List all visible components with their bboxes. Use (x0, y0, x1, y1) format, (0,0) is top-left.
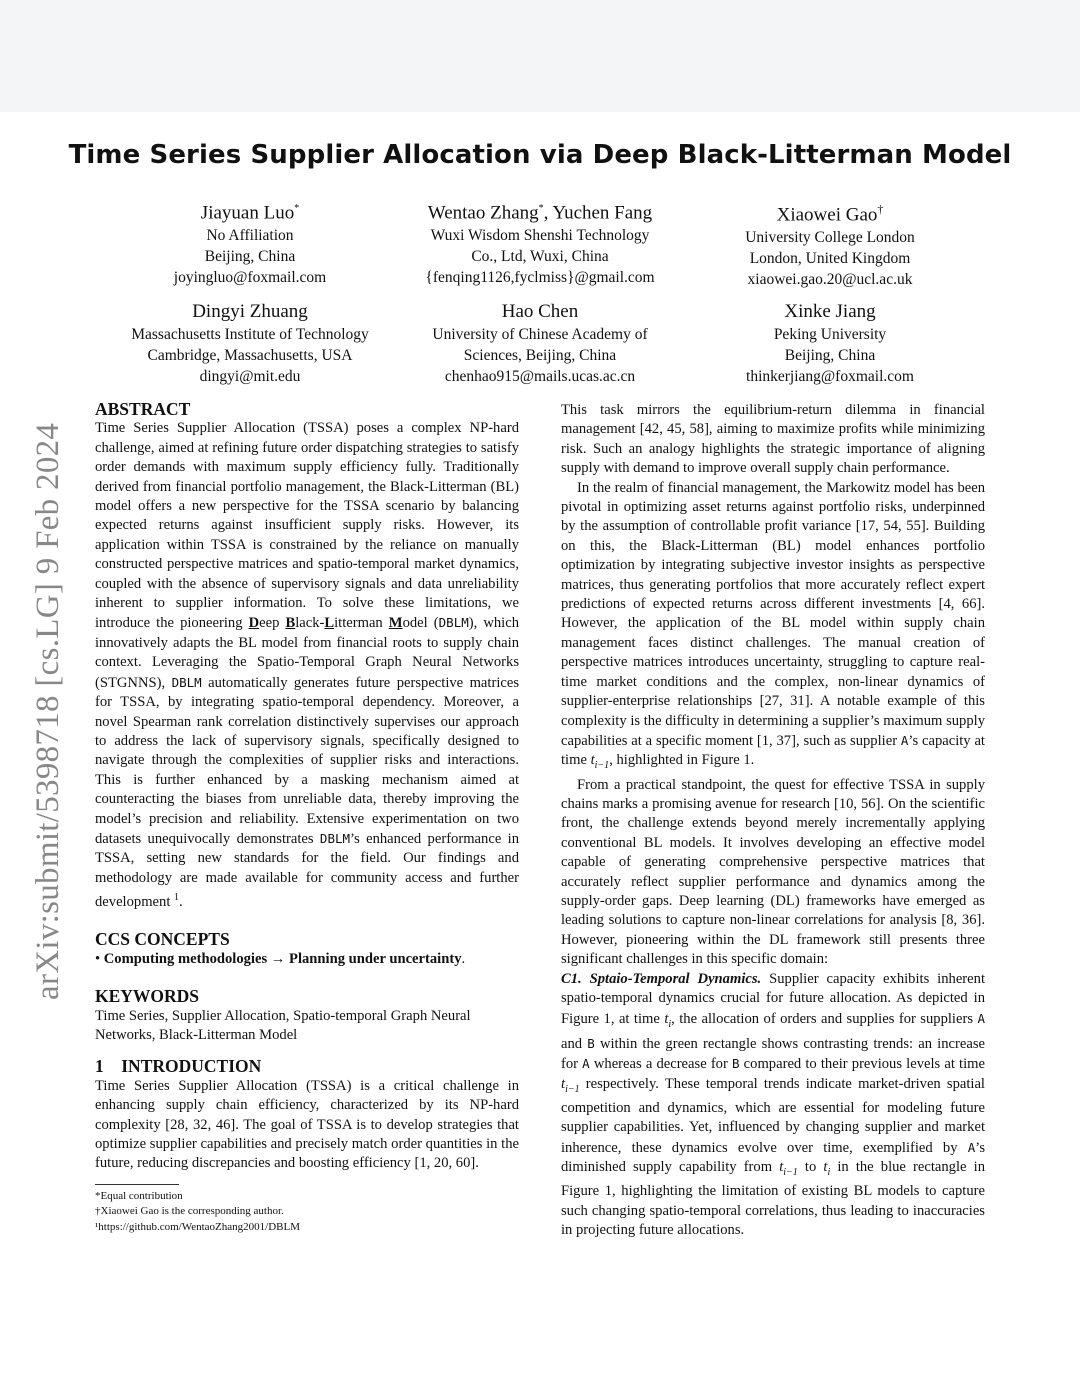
author-affiliation: Wuxi Wisdom Shenshi Technology (430, 227, 650, 245)
acronym-letter: D (248, 615, 260, 632)
author-name: Dingyi Zhuang (192, 301, 308, 322)
footnote: *Equal contribution (95, 1189, 183, 1202)
footnote-link[interactable]: ¹https://github.com/WentaoZhang2001/DBLM (95, 1220, 300, 1233)
author-affiliation: University College London (745, 229, 915, 247)
bullet: • (95, 950, 101, 967)
abstract-text-part: automatically generates future perspective matrices for TSSA, by integrating spatio-temporal dependency. Moreover, a novel Spearman rank correlation distinctively supervises our approach to address the lack of supervisory signals, specifically designed to navigate through the complexities of supplier risks and interactions. This is further enhanced by a masking mechanism aimed at counteracting the biases from unreliable data, thereby improving the model’s precision and reliability. Extensive experimentation on two datasets unequivocally demonstrates (95, 674, 520, 847)
author-location: London, United Kingdom (749, 250, 911, 268)
paragraph-part: respectively. These temporal trends indicate market-driven spatial competition and dynamics, which are essential for modeling future supplier capabilities. Yet, influenced by changing supplier and market inherence, these dynamics evolve over time, exemplified by (561, 1075, 985, 1156)
author-affiliation: No Affiliation (206, 227, 294, 245)
challenge-label: C1. Sptaio-Temporal Dynamics. (561, 970, 762, 987)
paragraph-part: and (561, 1035, 588, 1052)
supplier-label: B (732, 1056, 740, 1072)
paragraph-part: to (797, 1159, 824, 1176)
abstract-text-part: . (179, 894, 183, 911)
author-email: joyingluo@foxmail.com (173, 269, 327, 287)
supplier-label: A (582, 1056, 590, 1072)
author-block (85, 197, 415, 288)
author-email: chenhao915@mails.ucas.ac.cn (444, 368, 636, 385)
left-column (95, 400, 519, 1235)
paragraph-part: whereas a decrease for (589, 1056, 732, 1073)
author-mark: * (538, 203, 544, 214)
paper-title: Time Series Supplier Allocation via Deep Black-Litterman Model (68, 140, 1012, 170)
author-location: Cambridge, Massachusetts, USA (147, 347, 353, 364)
math-sub: i (827, 1167, 831, 1179)
model-name: DBLM (438, 615, 469, 631)
paragraph-part: Supplier capacity exhibits inherent spatio-temporal dynamics crucial for future allocation. As depicted in Figure 1, at time (561, 970, 985, 1027)
abstract-text-part: ’s enhanced performance in TSSA, setting new standards for the field. Our findings and methodology are made available for community access and further development (95, 830, 519, 911)
author-mark: * (294, 203, 300, 214)
author-email: dingyi@mit.edu (199, 368, 301, 385)
author-block (85, 300, 415, 387)
footnote: †Xiaowei Gao is the corresponding author. (95, 1205, 284, 1218)
author-affiliation: Massachusetts Institute of Technology (131, 326, 369, 343)
math-sub: i (668, 1018, 672, 1030)
math-sub: i−1 (783, 1167, 798, 1179)
author-block (665, 300, 995, 387)
paragraph-part: ’s capacity at time (561, 732, 985, 769)
abstract-heading: ABSTRACT (95, 399, 191, 419)
author-name: Jiayuan Luo (200, 202, 295, 224)
acronym-letter: L (324, 615, 335, 632)
author-name: , Yuchen Fang (543, 202, 653, 224)
intro-text: Time Series Supplier Allocation (TSSA) is a critical challenge in enhancing supply chain efficiency, characterized by its NP-hard complexity [28, 32, 46]. The goal of TSSA is to develop strategies that optimize supplier capabilities and precisely match order quantities in the future, reducing discrepancies and boosting efficiency [1, 20, 60]. (95, 1077, 519, 1172)
paragraph-part: ’s diminished supply capability from (561, 1139, 985, 1176)
paragraph (561, 970, 985, 1241)
author-email: thinkerjiang@foxmail.com (746, 368, 914, 385)
supplier-label: A (967, 1139, 976, 1155)
author-mark: † (877, 202, 884, 216)
abstract-text-part: lack- (295, 615, 325, 632)
supplier-label: B (587, 1035, 595, 1051)
author-name: Xiaowei Gao (776, 204, 878, 226)
abstract-text-part: eep (259, 615, 286, 632)
paragraph-part: In the realm of financial management, the Markowitz model has been pivotal in optimizing asset returns against portfolio risks, underpinned by the assumption of controllable profit variance [17, 54, 55]. Building on this, the Black-Litterman (BL) model enhances portfolio optimization by integrating subjective investor insights as perspective matrices, thus generating portfolios that more accurately reflect expert predictions of expected returns across different investments [4, 66]. However, the application of the BL model within supply chain management faces distinct challenges. The manual creation of perspective matrices introduces uncertainty, struggling to capture real-time market conditions and the complex, non-linear dynamics of supplier-enterprise relationships [27, 31]. A notable example of this complexity is the difficulty in determining a supplier’s maximum supply capabilities at a specific moment [1, 37], such as supplier (561, 479, 985, 749)
model-name: DBLM (319, 830, 351, 846)
abstract-text-part: Time Series Supplier Allocation (TSSA) poses a complex NP-hard challenge, aimed at refining future order dispatching strategies to satisfy order demands with maximum supply efficiency fully. Traditionally derived from financial portfolio management, the Black-Litterman (BL) model offers a new perspective for the TSSA scenario by balancing expected returns against insufficient supply risks. However, its application within TSSA is constrained by the reliance on manually constructed perspective matrices and spatio-temporal market dynamics, coupled with the absence of supervisory signals and data unreliability inherent to supplier information. To solve these limitations, we introduce the pioneering (95, 420, 519, 632)
arxiv-identifier: arXiv:submit/5398718 [cs.LG] 9 Feb 2024 (30, 422, 66, 1000)
math-sub: i−1 (594, 760, 610, 772)
author-block (665, 197, 995, 290)
abstract-text-part: itterman (334, 615, 389, 632)
supplier-label: A (900, 732, 909, 748)
keywords-text: Time Series, Supplier Allocation, Spatio-temporal Graph Neural Networks, Black-Litterman Model (95, 1007, 471, 1044)
acronym-letter: B (285, 615, 296, 632)
paragraph (561, 479, 985, 776)
abstract-text (95, 419, 519, 912)
author-location: Co., Ltd, Wuxi, China (471, 248, 609, 266)
paragraph-part: , highlighted in Figure 1. (609, 752, 755, 769)
author-location: Beijing, China (784, 347, 876, 364)
paragraph-part: in the blue rectangle in Figure 1, highlighting the limitation of existing BL models to capture such changing spatio-temporal correlations, thus leading to inaccuracies in projecting future allocations. (561, 1159, 985, 1239)
author-affiliation: University of Chinese Academy of (432, 326, 648, 343)
footnote-ref[interactable]: 1 (174, 892, 180, 904)
author-affiliation: Peking University (773, 326, 887, 343)
right-column (561, 401, 985, 1241)
math-var: t (561, 1075, 566, 1092)
math-var: t (590, 752, 595, 769)
ccs-concept: Computing methodologies → Planning under uncertainty (103, 950, 462, 967)
ccs-end: . (461, 950, 466, 967)
abstract-text-part: odel ( (402, 615, 439, 632)
paragraph-part: , the allocation of orders and supplies for suppliers (671, 1010, 978, 1027)
author-location: Beijing, China (204, 248, 296, 266)
author-name: Wentao Zhang (427, 202, 539, 224)
ccs-text (95, 950, 519, 969)
math-sub: i−1 (565, 1083, 580, 1095)
ccs-heading: CCS CONCEPTS (95, 929, 230, 950)
abstract-text-part: ), which innovatively adapts the BL model from financial roots to supply chain context. Leveraging the Spatio-Temporal Graph Neural Networks (STGNNS), (95, 615, 519, 691)
footnote-rule (95, 1184, 179, 1185)
author-name: Hao Chen (501, 301, 579, 322)
paragraph-part: within the green rectangle shows contrasting trends: an increase for (561, 1035, 985, 1073)
author-block (375, 197, 705, 288)
math-var: t (779, 1159, 784, 1176)
author-location: Sciences, Beijing, China (463, 347, 617, 364)
math-var: t (823, 1159, 828, 1176)
paragraph-part: compared to their previous levels at time (739, 1056, 985, 1073)
math-var: t (664, 1010, 669, 1027)
browser-top-bar (0, 0, 1080, 112)
author-email: {fenqing1126,fyclmiss}@gmail.com (425, 269, 655, 287)
model-name: DBLM (171, 674, 202, 690)
author-email: xiaowei.gao.20@ucl.ac.uk (747, 271, 913, 289)
arxiv-sidebar (30, 422, 76, 1046)
paragraph: This task mirrors the equilibrium-return dilemma in financial management [42, 45, 58], aiming to maximize profits while minimizing risk. Such an analogy highlights the strategic importance of aligning supply with demand to improve overall supply chain performance. (561, 402, 985, 477)
paragraph: From a practical standpoint, the quest for effective TSSA in supply chains marks a promising avenue for research [10, 56]. On the scientific front, the challenge extends beyond merely incrementally applying conventional BL models. It involves developing an effective model capable of generating comprehensive perspective matrices that accurately reflect supplier performance and dynamics among the supply-order gaps. Deep learning (DL) frameworks have emerged as leading solutions to capture non-linear correlations for analysis [8, 36]. However, pioneering within the DL framework still presents three significant challenges in this specific domain: (561, 776, 985, 968)
acronym-letter: M (388, 615, 403, 632)
author-name: Xinke Jiang (784, 301, 876, 322)
supplier-label: A (977, 1010, 985, 1026)
intro-heading: 1 INTRODUCTION (95, 1056, 262, 1077)
author-block (375, 300, 705, 387)
keywords-heading: KEYWORDS (95, 986, 200, 1007)
